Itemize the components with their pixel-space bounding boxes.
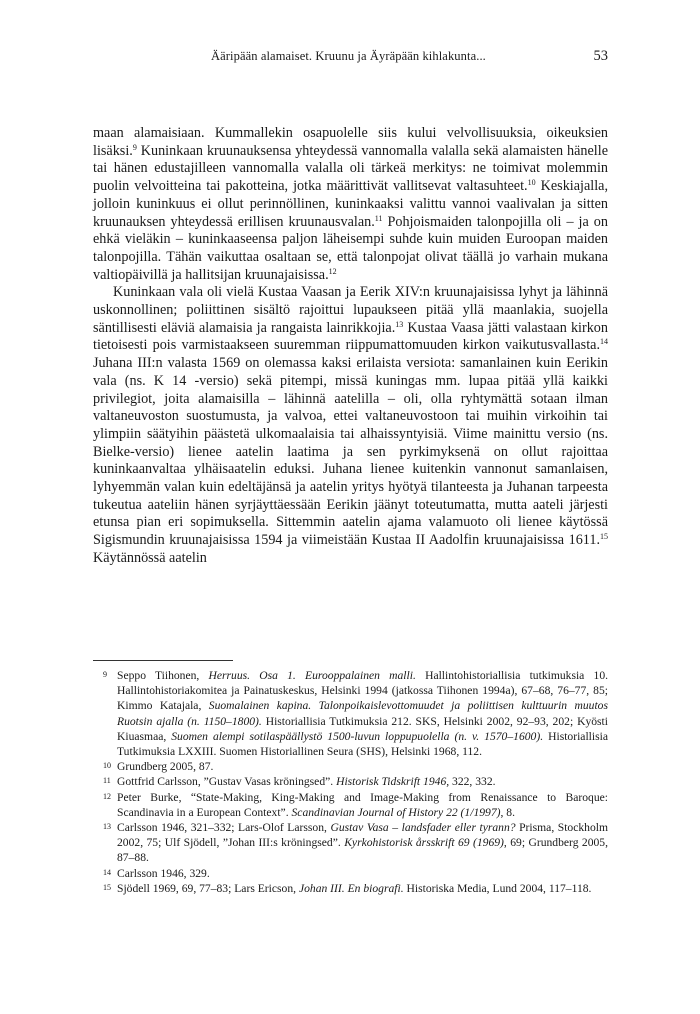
footnote-title: Historisk Tidskrift 1946, bbox=[336, 775, 450, 789]
footnote-ref[interactable]: 13 bbox=[395, 319, 404, 329]
running-head: Ääripään alamaiset. Kruunu ja Äyräpään kihlakunta... bbox=[211, 49, 486, 63]
footnote-separator bbox=[93, 660, 233, 661]
footnote-text: Prisma, Stockholm 2002, 75; Ulf Sjödell, ”Johan III:s kröningsed”. bbox=[117, 821, 608, 850]
footnote-ref[interactable]: 15 bbox=[600, 532, 608, 542]
text-run: Kuninkaan kruunauksensa yhteydessä vannomalla valalla sekä alamaisten hänelle tai hänen edustajilleen vannomalla valalla oli tärkeä merkitys: ne toimivat molemmin puolin velvoitteina tai pakotteina, jotka määrittivät vallitsevat valtasuhteet. bbox=[93, 142, 608, 195]
footnote-number: 10 bbox=[103, 761, 111, 771]
footnote bbox=[93, 774, 608, 789]
footnote-title: Johan III. En biografi. bbox=[298, 881, 404, 895]
text-run: Pohjoismaiden talonpojilla oli – ja on ehkä vieläkin – kuninkaaseensa paljon läheisempi suhde kuin muiden Euroopan maiden talonpojilla. Tähän vaikuttaa osaltaan se, että talonpojat olivat täällä jo varhain mukana valtiopäivillä ja hallitsijan kruunajaisissa. bbox=[93, 213, 608, 283]
footnote-title: Scandinavian Journal of History 22 (1/1997) bbox=[291, 805, 501, 819]
text-run: Kustaa Vaasa jätti valastaan kirkon tietoisesti pois varmistaakseen suuremman riippumattomuuden kirkon vaikutusvallasta. bbox=[93, 319, 608, 354]
footnote-text: Historiallisia Tutkimuksia LXXIII. Suomen Historiallinen Seura (SHS), Helsinki 1968, 112. bbox=[117, 729, 608, 759]
footnote-ref[interactable]: 9 bbox=[132, 142, 137, 152]
footnote-ref[interactable]: 12 bbox=[328, 266, 337, 276]
footnote-text: Seppo Tiihonen, bbox=[117, 669, 209, 682]
footnote-text: Historiallisia Tutkimuksia 212. SKS, Helsinki 2002, 92–93, 202; Kyösti Kiuasmaa, bbox=[117, 714, 608, 743]
footnote-title: Gustav Vasa – landsfader eller tyrann? bbox=[330, 821, 516, 835]
footnote-text: , 69; Grundberg 2005, 87–88. bbox=[117, 836, 609, 865]
text-run: maan alamaisiaan. Kummallekin osapuolelle siis kului velvollisuuksia, oikeuksien lisäksi. bbox=[93, 125, 608, 159]
page-number: 53 bbox=[593, 48, 608, 64]
footnote bbox=[93, 820, 608, 866]
footnote-title: Suomalainen kapina. Talonpoikaislevottomuudet ja poliittisen kulttuurin muutos Ruotsin ajalla (n. 1150–1800). bbox=[117, 699, 608, 728]
footnote-ref[interactable]: 11 bbox=[374, 213, 383, 223]
footnote-number: 11 bbox=[103, 776, 111, 786]
footnote-number: 13 bbox=[103, 822, 111, 832]
footnote bbox=[93, 759, 608, 774]
footnote-ref[interactable]: 14 bbox=[600, 337, 608, 347]
footnote-text: , 8. bbox=[500, 805, 515, 819]
footnote-text: Peter Burke, “State-Making, King-Making and Image-Making from Renaissance to Baroque: Scandinavia in a European Context”. bbox=[117, 790, 608, 819]
text-run: Keskiajalla, jolloin kuninkuus ei ollut perinnöllinen, kuninkaaksi valittu vannoi vaalivalan ja sitten kruunauksen yhteydessä erillisen kruunausvalan. bbox=[93, 178, 608, 230]
text-run: Käytännössä aatelin bbox=[93, 549, 207, 566]
paragraph bbox=[93, 125, 608, 284]
footnote-title: Suomen alempi sotilaspäällystö 1500-luvun loppupuolella (n. v. 1570–1600). bbox=[171, 729, 544, 743]
page-header bbox=[93, 48, 608, 68]
footnote-text: Hallintohistoriallisia tutkimuksia 10. Hallintohistoriakomitea ja Painatuskeskus, Helsinki 1994 (jatkossa Tiihonen 1994a), 67–68, 76–77, 85; Kimmo Katajala, bbox=[117, 669, 609, 713]
footnote-text: Historiska Media, Lund 2004, 117–118. bbox=[403, 881, 592, 895]
footnote-number: 15 bbox=[103, 882, 111, 892]
footnote-text: Gottfrid Carlsson, ”Gustav Vasas kröningsed”. bbox=[117, 775, 337, 789]
footnote bbox=[93, 790, 608, 820]
footnote-text: Carlsson 1946, 329. bbox=[117, 866, 210, 880]
footnote bbox=[93, 668, 608, 759]
text-run: Juhana III:n valasta 1569 on olemassa kaksi erilaista versiota: samanlainen kuin Eerikin vala (ns. K 14 -versio) sekä pitempi, missä kuningas mm. lupaa pitää yllä kaikki privilegiot, joita alamaisilla – lähinnä aatelilla – oli, olla ryhtymättä sotaan ilman valtaneuvoston suostumusta, ja valvoa, ettei valtaneuvostoon tai muihin virkoihin tai ylimpiin säätyihin päästetä ulkomaalaisia tai alhaissyntyisiä. Viime mainittu versio (ns. Bielke-versio) lienee aatelin laatima ja sen pyrkimyksenä on ollut rajoittaa kuninkaanvaltaa ylhäisaatelin eduksi. Juhana lienee kuitenkin vannonut samanlaisen, lyhyemmän valan kuin edeltäjänsä ja aatelin yritys hyötyä tilanteesta ja Juhanan tarpeesta tukeutua aateliin hänen syrjäyttäessään Eerikin jäänyt toteutumatta, mutta aateli järjesti etunsa pian eri sopimuksella. Sittemmin aatelin ajama valamuoto oli lienee käytössä Sigismundin kruunajaisissa 1594 ja viimeistään Kustaa II Aadolfin kruunajaisissa 1611. bbox=[93, 355, 608, 549]
footnote-number: 14 bbox=[103, 867, 111, 877]
footnote-text: Sjödell 1969, 69, 77–83; Lars Ericson, bbox=[117, 881, 299, 895]
footnote-number: 9 bbox=[103, 670, 107, 679]
footnote bbox=[93, 866, 608, 881]
footnote-text: Grundberg 2005, 87. bbox=[117, 760, 214, 774]
body-text bbox=[93, 125, 608, 568]
footnote-number: 12 bbox=[103, 791, 111, 801]
text-run: Kuninkaan vala oli vielä Kustaa Vaasan ja Eerik XIV:n kruunajaisissa lyhyt ja lähinnä uskonnollinen; poliittinen sisältö rajoittui lupaukseen pitää yllä maanlakia, suojella säntillisesti eläviä alamaisia ja rangaista lainrikkojia. bbox=[93, 284, 608, 336]
footnotes bbox=[93, 668, 608, 896]
paragraph bbox=[93, 284, 608, 567]
footnote-text: 322, 332. bbox=[449, 775, 496, 789]
footnote-text: Carlsson 1946, 321–332; Lars-Olof Larsson, bbox=[117, 821, 331, 835]
footnote-title: Kyrkohistorisk årsskrift 69 (1969) bbox=[344, 836, 504, 850]
footnote-ref[interactable]: 10 bbox=[527, 178, 536, 188]
footnote bbox=[93, 881, 608, 896]
footnote-title: Herruus. Osa 1. Eurooppalainen malli. bbox=[208, 669, 416, 682]
